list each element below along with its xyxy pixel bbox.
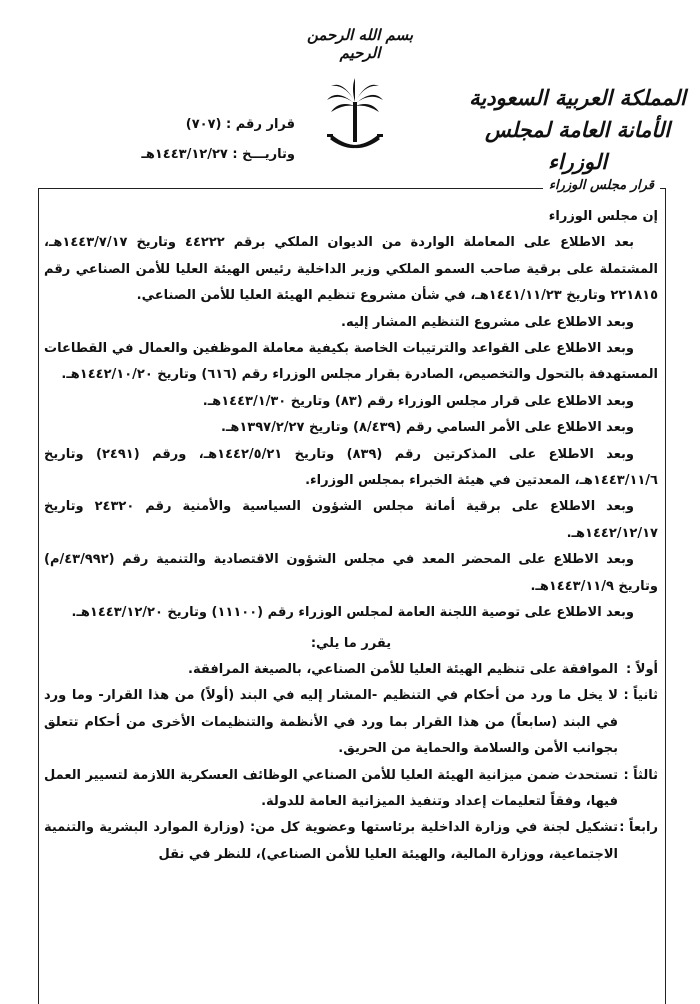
kingdom-name: المملكة العربية السعودية <box>469 85 686 110</box>
issuer-header <box>465 82 690 178</box>
secretariat-name: الأمانة العامة لمجلس الوزراء <box>484 117 671 174</box>
basmala-calligraphy: بسم الله الرحمن الرحيم <box>306 26 414 62</box>
paragraph: بعد الاطلاع على المعاملة الواردة من الديوان الملكي برقم ٤٤٢٢٢ وتاريخ ١٤٤٣/٧/١٧هـ، المشتملة على برقية صاحب السمو الملكي وزير الداخلية رئيس الهيئة العليا للأمن الصناعي رقم ٢٢١٨١٥ وتاريخ ١٤٤١/١١/٢٣هـ، في شأن مشروع تنظيم الهيئة العليا للأمن الصناعي. <box>44 235 658 304</box>
decision-item <box>44 815 658 868</box>
item-text: لا يخل ما ورد من أحكام في التنظيم -المشار إليه في البند (أولاً) من هذا القرار- وما ورد في البند (سابعاً) من هذا القرار بما ورد في الأنظمة والتنظيمات الأخرى من أحكام تتعلق بجوانب الأمن والسلامة والحماية من الحريق. <box>44 688 618 757</box>
opening-line: إن مجلس الوزراء <box>548 209 658 224</box>
decision-metadata <box>85 110 295 170</box>
decision-item <box>44 657 658 683</box>
decision-body <box>44 204 658 868</box>
item-label: ثالثاً : <box>623 767 658 783</box>
decision-number-row <box>85 110 295 140</box>
decision-item <box>44 763 658 816</box>
decision-item <box>44 683 658 762</box>
paragraph: وبعد الاطلاع على برقية أمانة مجلس الشؤون السياسية والأمنية رقم ٢٤٣٢٠ وتاريخ ١٤٤٢/١٢/١٧هـ. <box>44 499 658 541</box>
paragraph: وبعد الاطلاع على توصية اللجنة العامة لمجلس الوزراء رقم (١١١٠٠) وتاريخ ١٤٤٣/١٢/٢٠هـ. <box>71 605 634 621</box>
decision-date-row <box>85 140 295 170</box>
paragraph: وبعد الاطلاع على القواعد والترتيبات الخاصة بكيفية معاملة الموظفين والعمال في القطاعات المستهدفة بالتحول والتخصيص، الصادرة بقرار مجلس الوزراء رقم (٦١٦) وتاريخ ١٤٤٢/١٠/٢٠هـ. <box>44 341 658 383</box>
item-label: ثانياً : <box>623 688 658 704</box>
decision-date-label: وتاريـــخ : <box>232 147 295 162</box>
paragraph: وبعد الاطلاع على المذكرتين رقم (٨٣٩) وتاريخ ١٤٤٢/٥/٢١هـ، ورقم (٢٤٩١) وتاريخ ١٤٤٣/١١/٦هـ، المعدتين في هيئة الخبراء بمجلس الوزراء. <box>44 446 658 489</box>
item-text: تشكيل لجنة في وزارة الداخلية برئاستها وعضوية كل من: (وزارة الموارد البشرية والتنمية الاجتماعية، ووزارة المالية، والهيئة العليا للأمن الصناعي)، للنظر في نقل <box>44 820 618 862</box>
item-label: رابعاً : <box>619 820 658 836</box>
decision-number: (٧٠٧) <box>185 117 222 132</box>
decision-date: ١٤٤٣/١٢/٢٧هـ <box>141 147 228 162</box>
palm-swords-emblem-icon <box>325 78 385 158</box>
paragraph: وبعد الاطلاع على قرار مجلس الوزراء رقم (٨٣) وتاريخ ١٤٤٣/١/٣٠هـ. <box>202 393 634 409</box>
item-label: أولاً : <box>626 661 658 677</box>
paragraph: وبعد الاطلاع على مشروع التنظيم المشار إليه. <box>341 314 634 330</box>
item-text: تستحدث ضمن ميزانية الهيئة العليا للأمن الصناعي الوظائف العسكرية اللازمة لتسيير العمل فيها، وفقاً لتعليمات إعداد وتنفيذ الميزانية العامة للدولة. <box>44 767 618 809</box>
paragraph: وبعد الاطلاع على المحضر المعد في مجلس الشؤون الاقتصادية والتنمية رقم (٤٣/٩٩٢/م) وتاريخ ١٤٤٣/١١/٩هـ. <box>44 552 658 594</box>
item-text: الموافقة على تنظيم الهيئة العليا للأمن الصناعي، بالصيغة المرافقة. <box>188 661 618 677</box>
paragraph: وبعد الاطلاع على الأمر السامي رقم (٨/٤٣٩) وتاريخ ١٣٩٧/٢/٢٧هـ. <box>220 420 634 436</box>
section-title: قرار مجلس الوزراء <box>543 178 660 193</box>
decides-heading: يقرر ما يلي: <box>310 635 392 651</box>
decision-number-label: قرار رقم : <box>226 117 295 132</box>
